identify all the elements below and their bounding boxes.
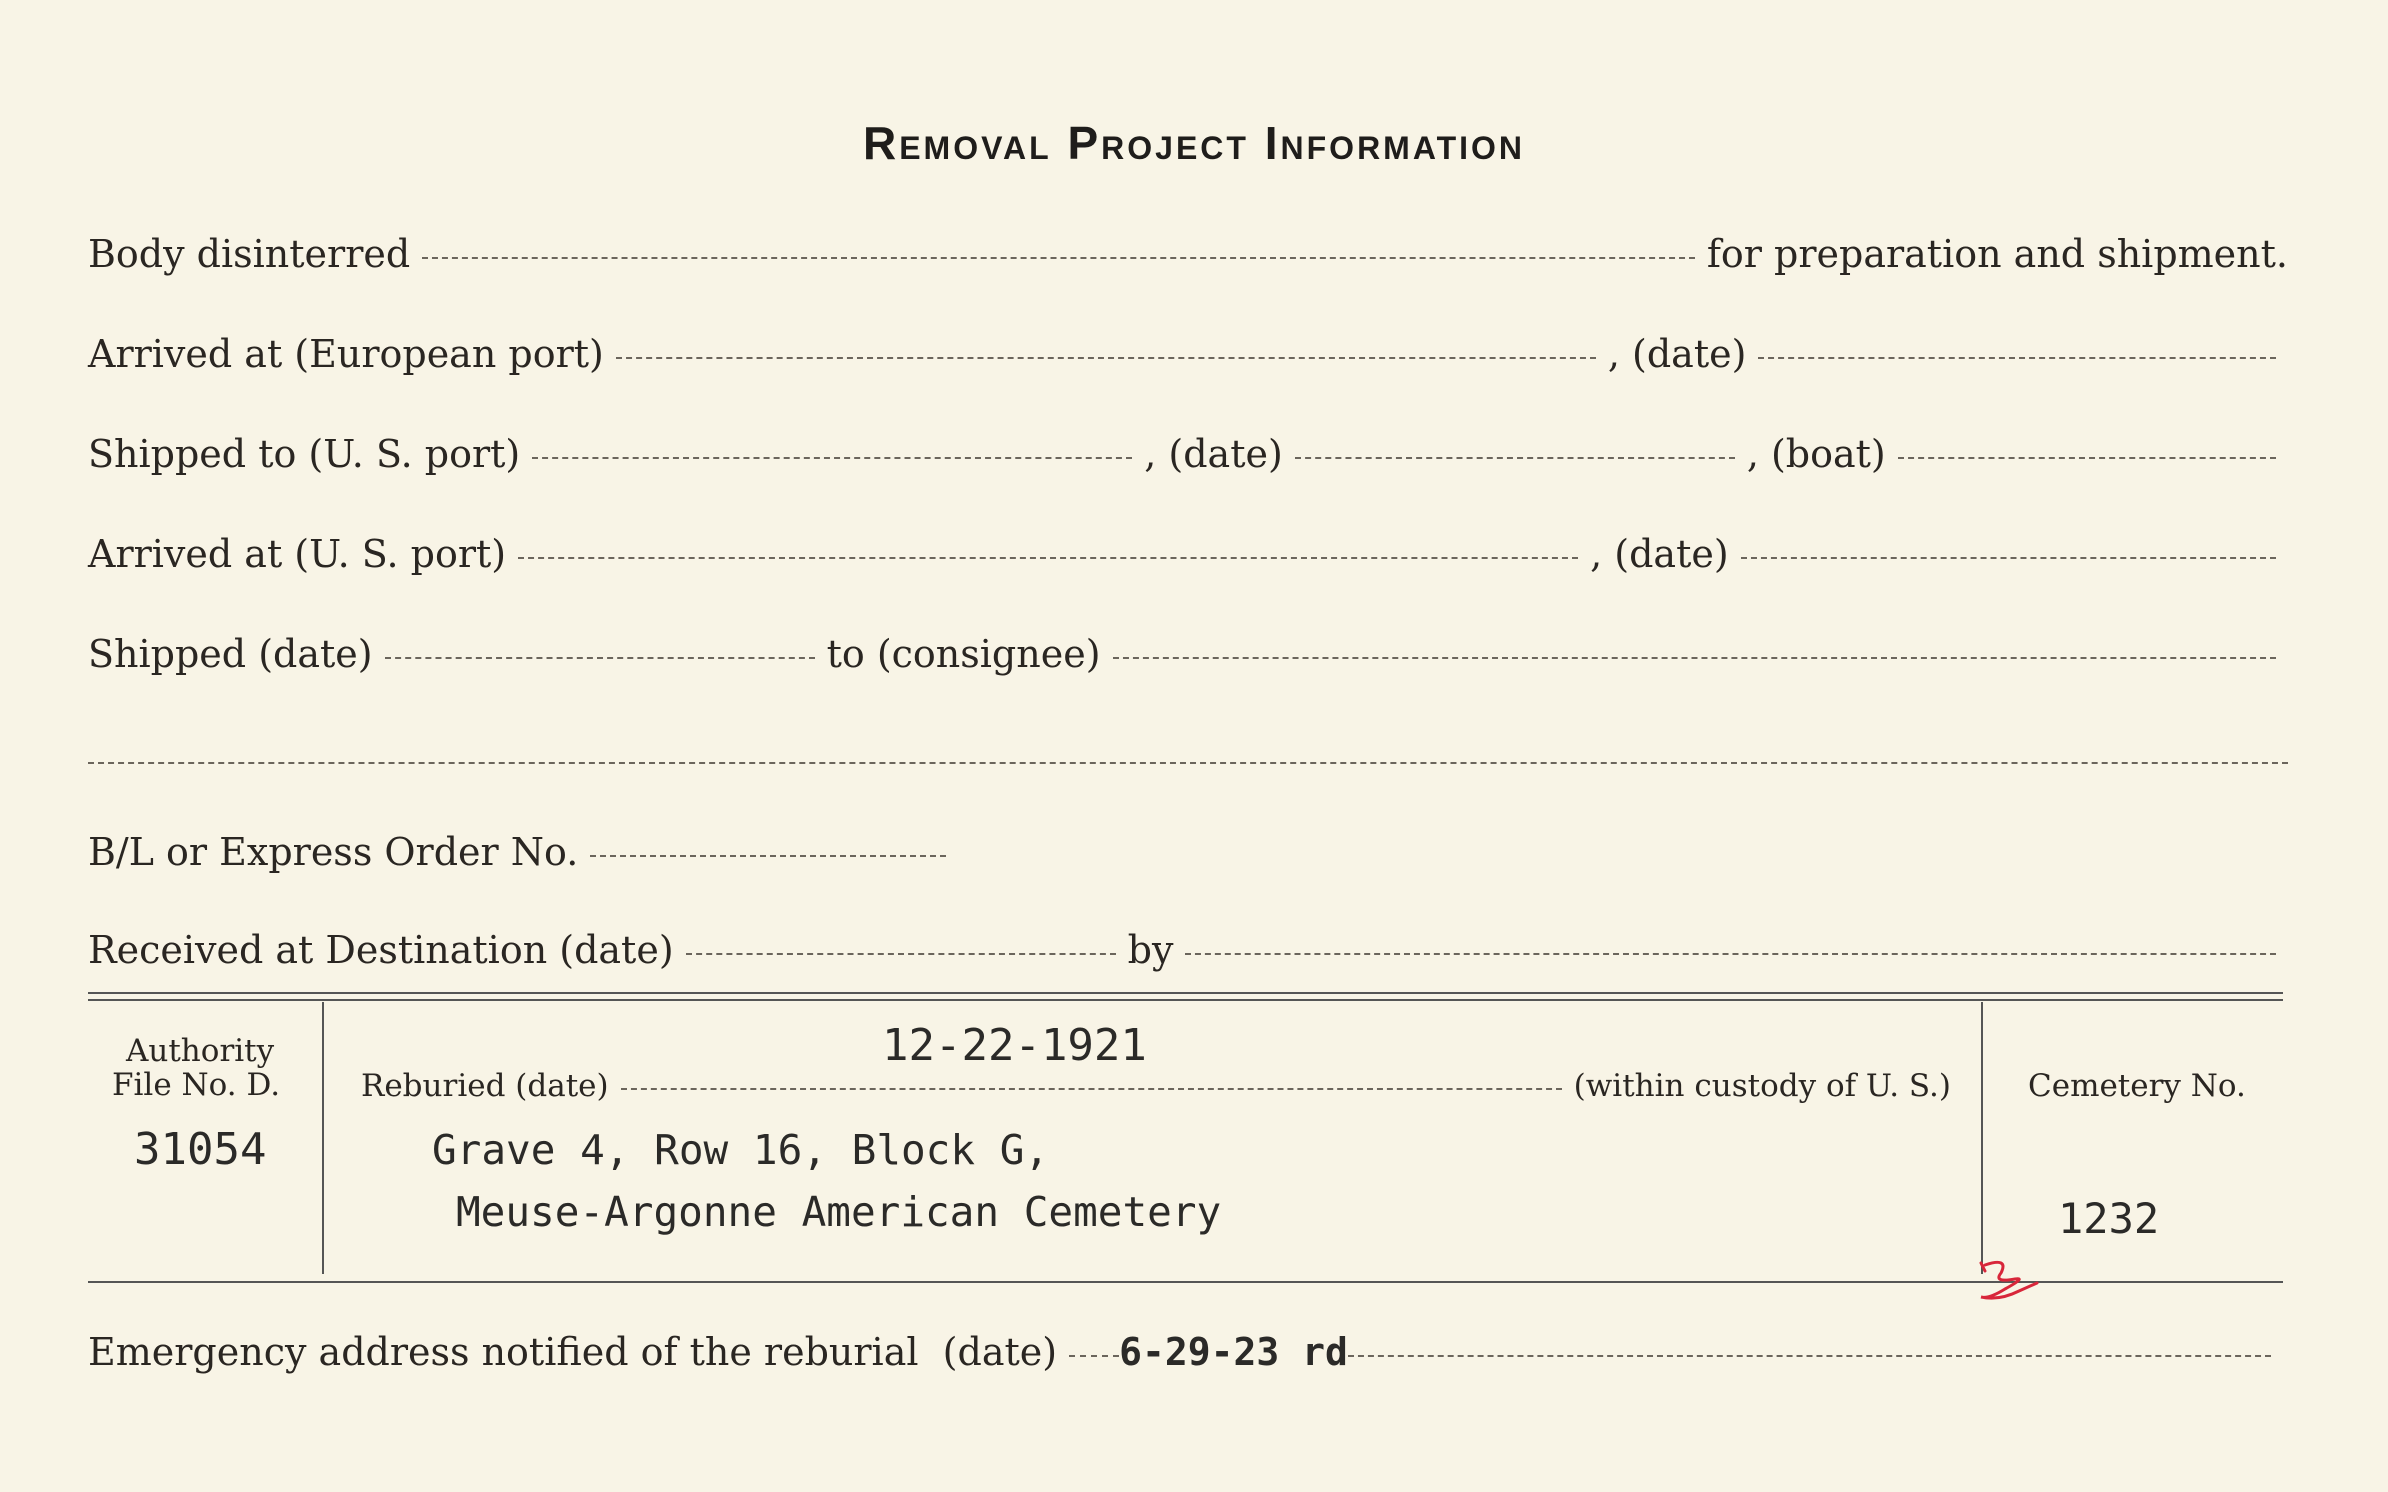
boat-field[interactable] (1898, 457, 2276, 459)
arrived-us-date-field[interactable] (1741, 557, 2276, 559)
shipped-us-port-label: Shipped to (U. S. port) (88, 432, 521, 476)
box-top-rule-2 (88, 999, 2283, 1001)
bl-express-row (88, 830, 958, 874)
box-divider-left (322, 1002, 324, 1274)
arrived-us-port-field[interactable] (518, 557, 1578, 559)
emergency-row (88, 1330, 2283, 1374)
box-bottom-rule (88, 1281, 2283, 1283)
authority-label-1: Authority (126, 1033, 275, 1069)
for-preparation-label: for preparation and shipment. (1706, 232, 2288, 276)
arrived-us-port-row (88, 532, 2288, 576)
shipped-consignee-row (88, 632, 2288, 676)
body-disinterred-field[interactable] (422, 257, 1695, 259)
bl-express-field[interactable] (590, 855, 946, 857)
consignee-field[interactable] (1113, 657, 2276, 659)
blank-field[interactable] (88, 762, 2288, 764)
card-title: Removal Project Information (862, 117, 1526, 169)
bl-express-label: B/L or Express Order No. (88, 830, 579, 874)
reburial-location-line2: Meuse-Argonne American Cemetery (456, 1188, 1222, 1236)
body-disinterred-row (88, 232, 2288, 276)
reburied-label: Reburied (date) (361, 1068, 609, 1104)
authority-file-number: 31054 (134, 1124, 267, 1175)
cemetery-number: 1232 (2058, 1194, 2160, 1243)
custody-label: (within custody of U. S.) (1573, 1068, 1951, 1104)
received-date-field[interactable] (686, 953, 1116, 955)
shipped-us-date-field[interactable] (1295, 457, 1735, 459)
shipped-date-field[interactable] (385, 657, 815, 659)
arrived-us-date-label: , (date) (1590, 532, 1729, 576)
received-destination-row (88, 928, 2288, 972)
red-check-mark-icon (1975, 1255, 2045, 1305)
to-consignee-label: to (consignee) (826, 632, 1101, 676)
box-top-rule (88, 992, 2283, 994)
reburial-date-value: 12-22-1921 (882, 1020, 1147, 1071)
arrived-european-date-label: , (date) (1607, 332, 1747, 376)
shipped-date-label-2: Shipped (date) (88, 632, 373, 676)
box-divider-right (1981, 1002, 1983, 1274)
arrived-european-label: Arrived at (European port) (88, 332, 604, 376)
received-destination-label: Received at Destination (date) (88, 928, 674, 972)
arrived-us-port-label: Arrived at (U. S. port) (88, 532, 507, 576)
received-by-field[interactable] (1185, 953, 2276, 955)
arrived-european-date-field[interactable] (1758, 357, 2276, 359)
emergency-label: Emergency address notified of the reburial (date) (88, 1330, 1058, 1374)
shipped-date-label: , (date) (1144, 432, 1283, 476)
reburial-row (361, 1068, 1951, 1104)
arrived-european-row (88, 332, 2288, 376)
emergency-date-field-start[interactable] (1069, 1355, 1119, 1357)
reburied-date-field[interactable] (621, 1088, 1562, 1090)
by-label: by (1127, 928, 1174, 972)
arrived-european-field[interactable] (616, 357, 1596, 359)
emergency-date-field[interactable] (1348, 1355, 2271, 1357)
emergency-date-value: 6-29-23 rd (1119, 1330, 1348, 1374)
authority-label-2: File No. D. (112, 1067, 281, 1103)
reburial-location-line1: Grave 4, Row 16, Block G, (432, 1126, 1050, 1174)
boat-label: , (boat) (1746, 432, 1886, 476)
shipped-us-port-field[interactable] (532, 457, 1132, 459)
blank-row (88, 732, 2288, 772)
shipped-us-port-row (88, 432, 2288, 476)
body-disinterred-label: Body disinterred (88, 232, 411, 276)
cemetery-label: Cemetery No. (2028, 1068, 2246, 1104)
